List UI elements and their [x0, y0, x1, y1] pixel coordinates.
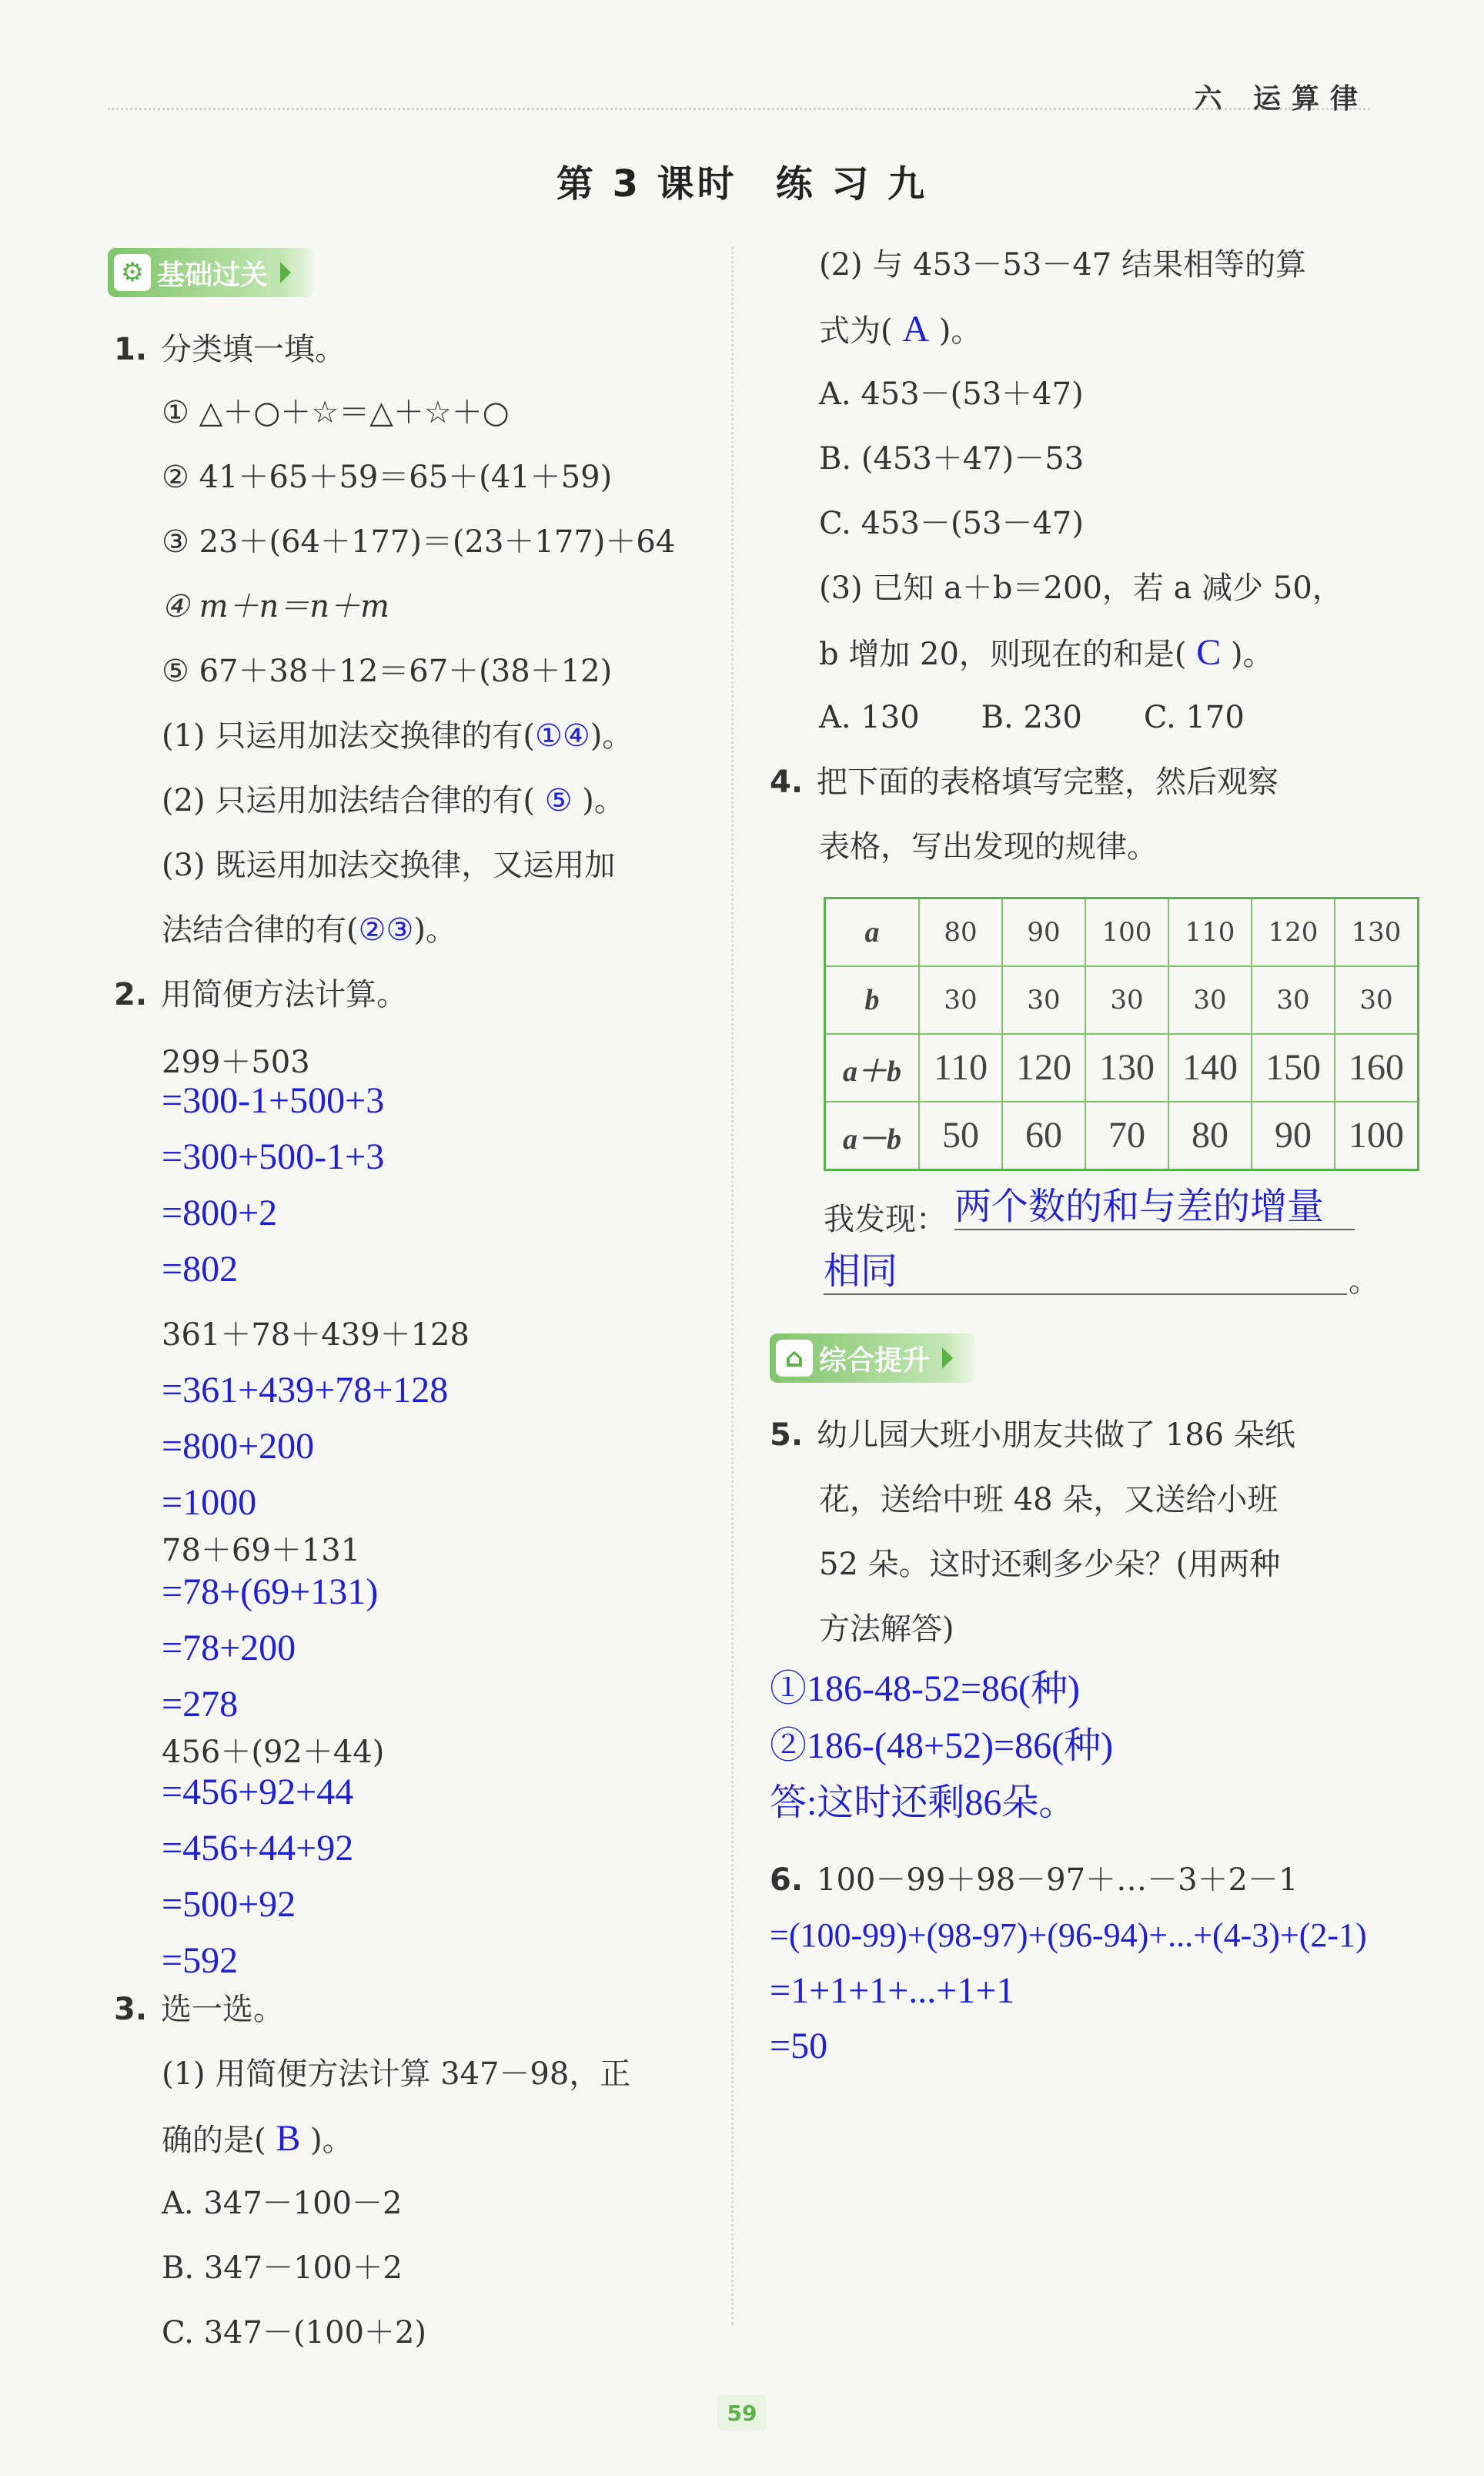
q3-sub2-cont: 式为( A )。	[819, 309, 982, 350]
q1-item: ② 41＋65＋59＝65＋(41＋59)	[162, 460, 613, 495]
row-label: b	[825, 966, 920, 1034]
q2-prompt: 2. 用简便方法计算。	[114, 977, 408, 1012]
answer-cell: 130	[1085, 1034, 1168, 1102]
row-label: a－b	[825, 1102, 920, 1170]
answer-cell: 150	[1252, 1034, 1335, 1102]
q4-prompt-cont: 表格，写出发现的规律。	[819, 829, 1158, 865]
q6-step: =50	[770, 2026, 828, 2066]
q5-answer: ②186-(48+52)=86(种)	[770, 1725, 1114, 1766]
q1-item: ⑤ 67＋38＋12＝67＋(38＋12)	[162, 654, 613, 689]
q6-step: =(100-99)+(98-97)+(96-94)+...+(4-3)+(2-1)	[770, 1916, 1367, 1954]
q2-step: =361+439+78+128	[162, 1370, 449, 1410]
answer-cell: 100	[1335, 1102, 1419, 1170]
table-cell: 80	[919, 898, 1002, 967]
table-row	[825, 966, 1419, 1034]
q5-answer: 答:这时还剩86朵。	[770, 1782, 1076, 1823]
q3-option: B. 347－100＋2	[162, 2250, 403, 2286]
q5-answer: ①186-48-52=86(种)	[770, 1668, 1081, 1709]
answer-cell: 120	[1002, 1034, 1085, 1102]
q5-prompt: 5. 幼儿园大班小朋友共做了 186 朵纸	[770, 1417, 1295, 1453]
q3-sub1-cont: 确的是( B )。	[162, 2118, 353, 2159]
table-row	[825, 1034, 1419, 1102]
gear-icon: ⚙	[114, 254, 151, 291]
q4-finding-answer-cont: 相同	[824, 1250, 1347, 1295]
q4-prompt: 4. 把下面的表格填写完整，然后观察	[770, 765, 1279, 800]
page-number: 59	[717, 2394, 767, 2431]
table-cell: 90	[1002, 898, 1085, 967]
q6-step: =1+1+1+...+1+1	[770, 1970, 1015, 2011]
table-cell: 130	[1335, 898, 1419, 967]
q3-sub1: (1) 用简便方法计算 347－98，正	[162, 2056, 631, 2092]
q5-prompt-cont: 52 朵。这时还剩多少朵？(用两种	[819, 1547, 1281, 1582]
q2-expr: 299＋503	[162, 1045, 310, 1080]
q1-sub3: (3) 既运用加法交换律，又运用加	[162, 848, 616, 883]
table-row	[825, 898, 1419, 967]
q1-sub1: (1) 只运用加法交换律的有(①④)。	[162, 718, 633, 754]
answer-cell: 90	[1252, 1102, 1335, 1170]
q2-expr: 456＋(92＋44)	[162, 1735, 385, 1770]
q4-table	[824, 897, 1419, 1171]
q1-sub2: (2) 只运用加法结合律的有( ⑤ )。	[162, 783, 625, 818]
q3-sub2: (2) 与 453－53－47 结果相等的算	[819, 247, 1306, 283]
q2-expr: 78＋69＋131	[162, 1533, 361, 1568]
table-cell: 110	[1168, 898, 1252, 967]
answer-cell: 50	[919, 1102, 1002, 1170]
q2-step: =802	[162, 1249, 239, 1290]
q3-option: A. 347－100－2	[162, 2186, 403, 2221]
header-rule	[108, 108, 1370, 110]
q2-step: =500+92	[162, 1884, 296, 1925]
house-icon: ⌂	[776, 1340, 813, 1377]
q2-step: =78+(69+131)	[162, 1571, 379, 1612]
q2-step: =800+200	[162, 1426, 315, 1467]
q3-option: C. 453－(53－47)	[819, 506, 1084, 541]
q2-step: =592	[162, 1940, 239, 1981]
q5-prompt-cont: 花，送给中班 48 朵，又送给小班	[819, 1482, 1278, 1517]
q6-prompt: 6. 100－99＋98－97＋…－3＋2－1	[770, 1862, 1298, 1898]
q2-step: =800+2	[162, 1193, 278, 1233]
q2-step: =456+44+92	[162, 1828, 354, 1869]
q4-finding-end: 。	[1349, 1263, 1379, 1299]
q4-finding-answer: 两个数的和与差的增量	[954, 1186, 1355, 1230]
q3-option: A. 453－(53＋47)	[819, 376, 1084, 412]
q2-step: =278	[162, 1684, 239, 1725]
q1-item: ③ 23＋(64＋177)＝(23＋177)＋64	[162, 524, 676, 560]
row-label: a	[825, 898, 920, 967]
q2-expr: 361＋78＋439＋128	[162, 1317, 470, 1353]
q3-sub3: (3) 已知 a＋b＝200，若 a 减少 50，	[819, 570, 1343, 606]
table-row	[825, 1102, 1419, 1170]
table-cell: 30	[1002, 966, 1085, 1034]
q2-step: =78+200	[162, 1628, 296, 1668]
q3-option: C. 347－(100＋2)	[162, 2315, 426, 2351]
table-cell: 30	[1085, 966, 1168, 1034]
answer-cell: 70	[1085, 1102, 1168, 1170]
q1-item: ① △＋○＋☆＝△＋☆＋○	[162, 395, 510, 430]
q2-step: =1000	[162, 1482, 257, 1523]
q3-option: B. (453＋47)－53	[819, 441, 1085, 477]
arrow-icon	[942, 1347, 953, 1369]
section-badge-basic: ⚙ 基础过关	[108, 248, 314, 297]
q5-prompt-cont: 方法解答)	[819, 1611, 954, 1647]
q2-step: =300+500-1+3	[162, 1136, 385, 1177]
table-cell: 30	[919, 966, 1002, 1034]
chapter-title: 六 运算律	[1194, 83, 1369, 115]
section-badge-advanced: ⌂ 综合提升	[770, 1333, 976, 1383]
q1-sub3-cont: 法结合律的有(②③)。	[162, 912, 456, 948]
q3-prompt: 3. 选一选。	[114, 1992, 285, 2027]
answer-cell: 110	[919, 1034, 1002, 1102]
table-cell: 30	[1335, 966, 1419, 1034]
q4-finding-label: 我发现：	[824, 1202, 947, 1237]
q3-sub3-cont: b 增加 20，则现在的和是( C )。	[819, 632, 1274, 673]
column-divider	[731, 246, 734, 2325]
page-title: 第 3 课时 练 习 九	[556, 162, 928, 206]
row-label: a＋b	[825, 1034, 920, 1102]
q2-step: =456+92+44	[162, 1772, 354, 1812]
arrow-icon	[280, 262, 291, 283]
q3-option: A. 130 B. 230 C. 170	[819, 700, 1245, 735]
answer-cell: 140	[1168, 1034, 1252, 1102]
table-cell: 120	[1252, 898, 1335, 967]
answer-cell: 160	[1335, 1034, 1419, 1102]
q1-prompt: 1. 分类填一填。	[114, 332, 346, 367]
answer-cell: 80	[1168, 1102, 1252, 1170]
table-cell: 30	[1252, 966, 1335, 1034]
q2-step: =300-1+500+3	[162, 1080, 385, 1121]
q1-item: ④ m＋n＝n＋m	[162, 589, 389, 624]
table-cell: 30	[1168, 966, 1252, 1034]
answer-cell: 60	[1002, 1102, 1085, 1170]
table-cell: 100	[1085, 898, 1168, 967]
